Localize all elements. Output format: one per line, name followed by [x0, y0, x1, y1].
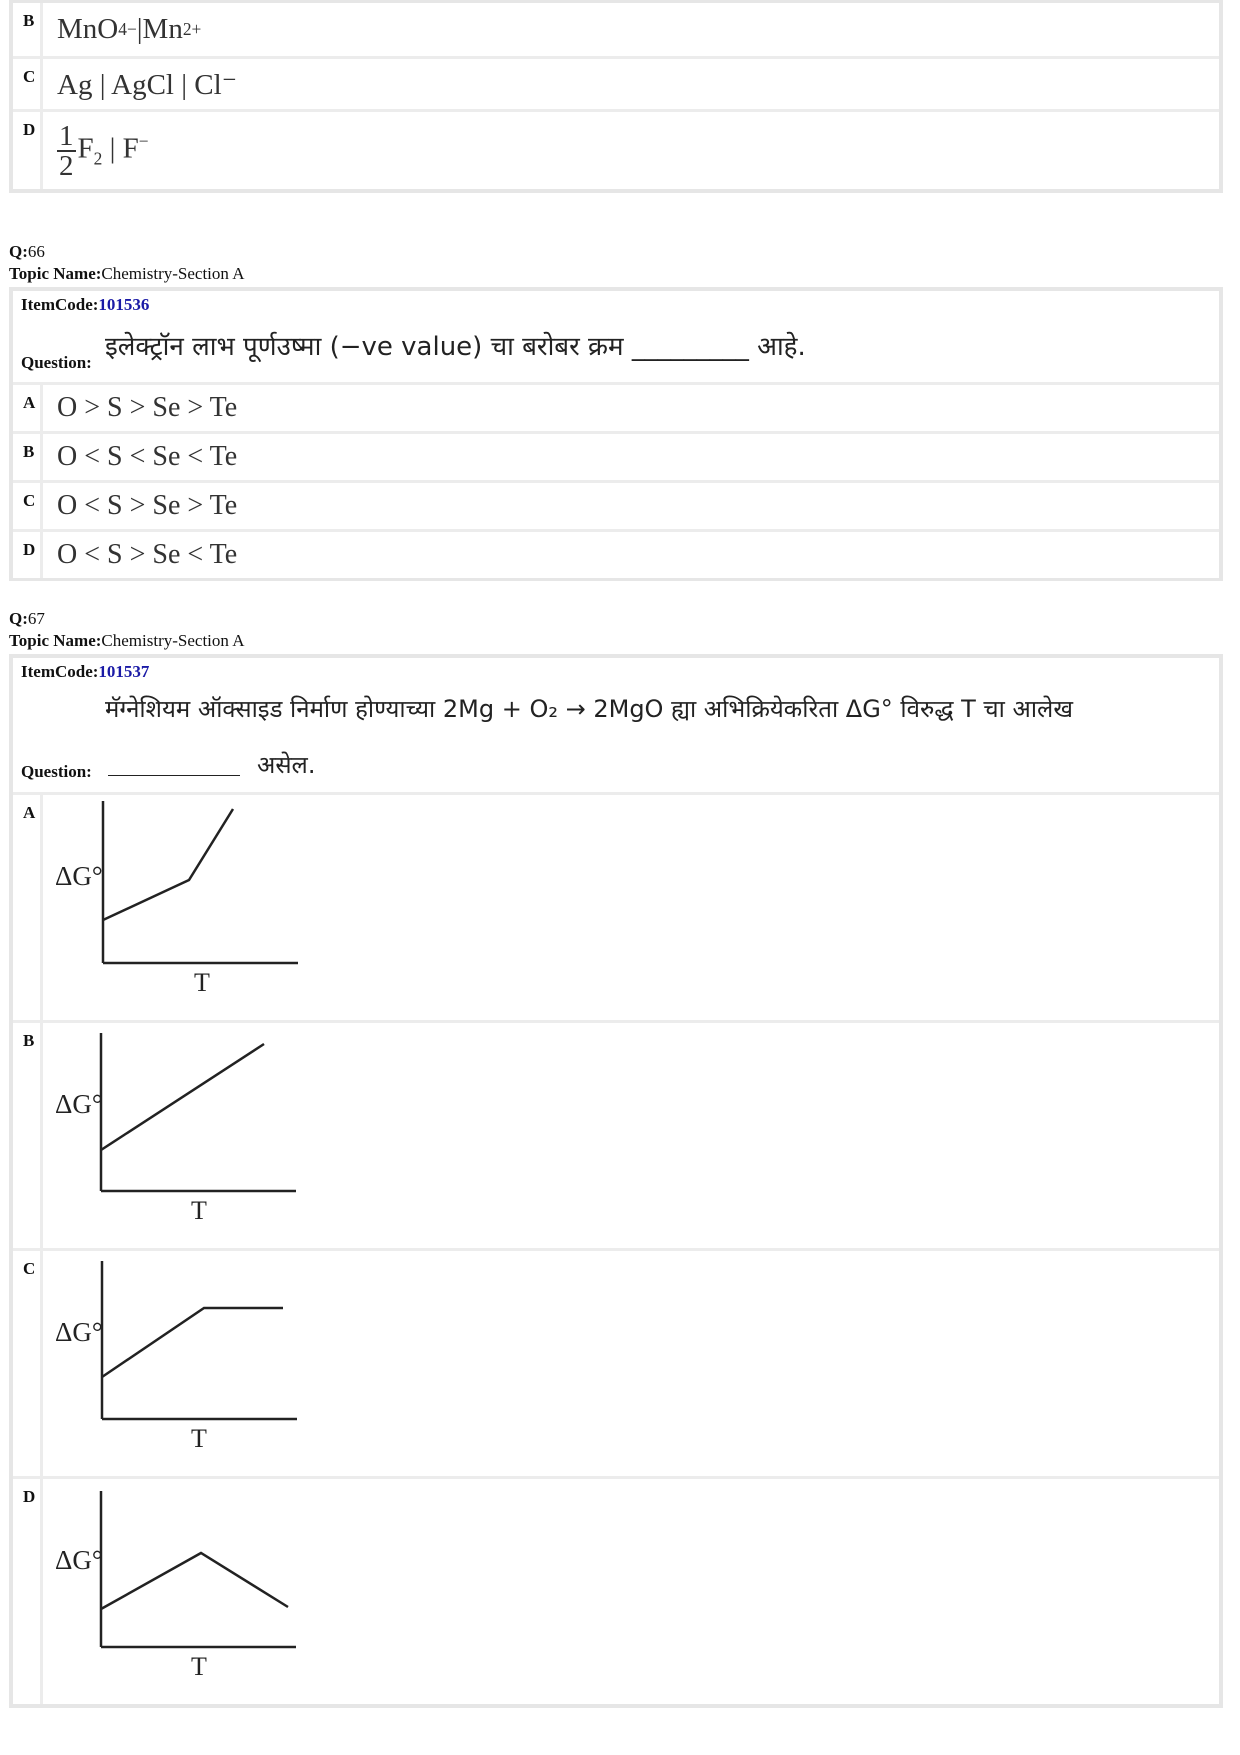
x-axis-label: T: [191, 1652, 207, 1681]
x-axis-label: T: [194, 968, 210, 997]
topic-name: Chemistry-Section A: [101, 631, 245, 650]
option-letter: C: [13, 59, 43, 109]
option-row: [13, 1023, 1219, 1248]
itemcode-label: ItemCode:: [21, 295, 99, 314]
option-row: [13, 112, 1219, 189]
option-row: [13, 532, 1219, 578]
topic-label: Topic Name:: [9, 264, 102, 283]
itemcode-label: ItemCode:: [21, 662, 99, 681]
option-row: [13, 1251, 1219, 1476]
fraction-denominator: 2: [59, 149, 74, 182]
y-axis-label: ΔG°: [55, 861, 103, 891]
y-axis-label: ΔG°: [55, 1545, 103, 1575]
graph-option-b: [43, 1023, 343, 1248]
option-row: [13, 795, 1219, 1020]
option-text: O < S < Se < Te: [57, 441, 238, 472]
option-row: [13, 1479, 1219, 1704]
topic-name: Chemistry-Section A: [101, 264, 245, 283]
option-letter: A: [13, 795, 43, 1020]
prev-options-table: [9, 0, 1223, 193]
answer-blank: [108, 775, 240, 776]
fraction: [57, 119, 76, 182]
option-row: [13, 59, 1219, 109]
option-letter: D: [13, 1479, 43, 1704]
x-axis-label: T: [191, 1424, 207, 1453]
question-text-line2: असेल.: [257, 751, 316, 779]
option-text: O > S > Se > Te: [57, 392, 238, 423]
option-text: O < S > Se < Te: [57, 539, 238, 570]
option-row: [13, 3, 1219, 56]
graph-option-a: [43, 795, 343, 1020]
option-letter: C: [13, 1251, 43, 1476]
option-row: [13, 434, 1219, 480]
option-text-rest: $F_2$ | F−: [77, 131, 149, 169]
y-axis-label: ΔG°: [55, 1089, 103, 1119]
option-text: O < S > Se > Te: [57, 490, 238, 521]
option-graph: [43, 795, 1219, 1020]
y-axis-label: ΔG°: [55, 1317, 103, 1347]
question-stem: [13, 658, 1219, 792]
q-number: 66: [27, 242, 45, 261]
option-graph: [43, 1023, 1219, 1248]
q-number: 67: [27, 609, 45, 628]
plot-line: [101, 1553, 288, 1609]
question-header: [9, 608, 244, 652]
option-letter: B: [13, 434, 43, 480]
question-text-line1: मॅग्नेशियम ऑक्साइड निर्माण होण्याच्या 2Mg + O₂ → 2MgO ह्या अभिक्रियेकरिता ΔG° विरुद्ध T चा आलेख: [105, 695, 1073, 723]
question-text: इलेक्ट्रॉन लाभ पूर्णउष्मा (−ve value) चा बरोबर क्रम _________ आहे.: [105, 332, 806, 362]
itemcode: 101536: [98, 295, 150, 314]
question-stem: [13, 291, 1219, 382]
option-letter: B: [13, 1023, 43, 1248]
plot-line: [101, 1044, 264, 1150]
q-label: Q:: [9, 609, 28, 628]
option-text: MnO 4 − |Mn 2+: [57, 13, 202, 45]
plot-line: [103, 809, 233, 920]
question-table: [9, 287, 1223, 581]
question-header: [9, 241, 244, 285]
option-graph: [43, 1251, 1219, 1476]
option-row: [13, 483, 1219, 529]
topic-label: Topic Name:: [9, 631, 102, 650]
plot-line: [102, 1308, 283, 1377]
option-text: [43, 112, 1219, 189]
option-graph: [43, 1479, 1219, 1704]
question-label: Question:: [21, 353, 92, 372]
graph-option-c: [43, 1251, 343, 1476]
fraction-numerator: 1: [59, 119, 74, 152]
graph-option-d: [43, 1479, 343, 1704]
option-letter: D: [13, 532, 43, 578]
option-letter: A: [13, 385, 43, 431]
itemcode: 101537: [98, 662, 150, 681]
option-row: [13, 385, 1219, 431]
x-axis-label: T: [191, 1196, 207, 1225]
q-label: Q:: [9, 242, 28, 261]
option-letter: C: [13, 483, 43, 529]
option-text: Ag | AgCl | Cl⁻: [57, 68, 238, 101]
question-label: Question:: [21, 762, 92, 781]
question-table: [9, 654, 1223, 1708]
option-letter: D: [13, 112, 43, 189]
option-letter: B: [13, 3, 43, 56]
